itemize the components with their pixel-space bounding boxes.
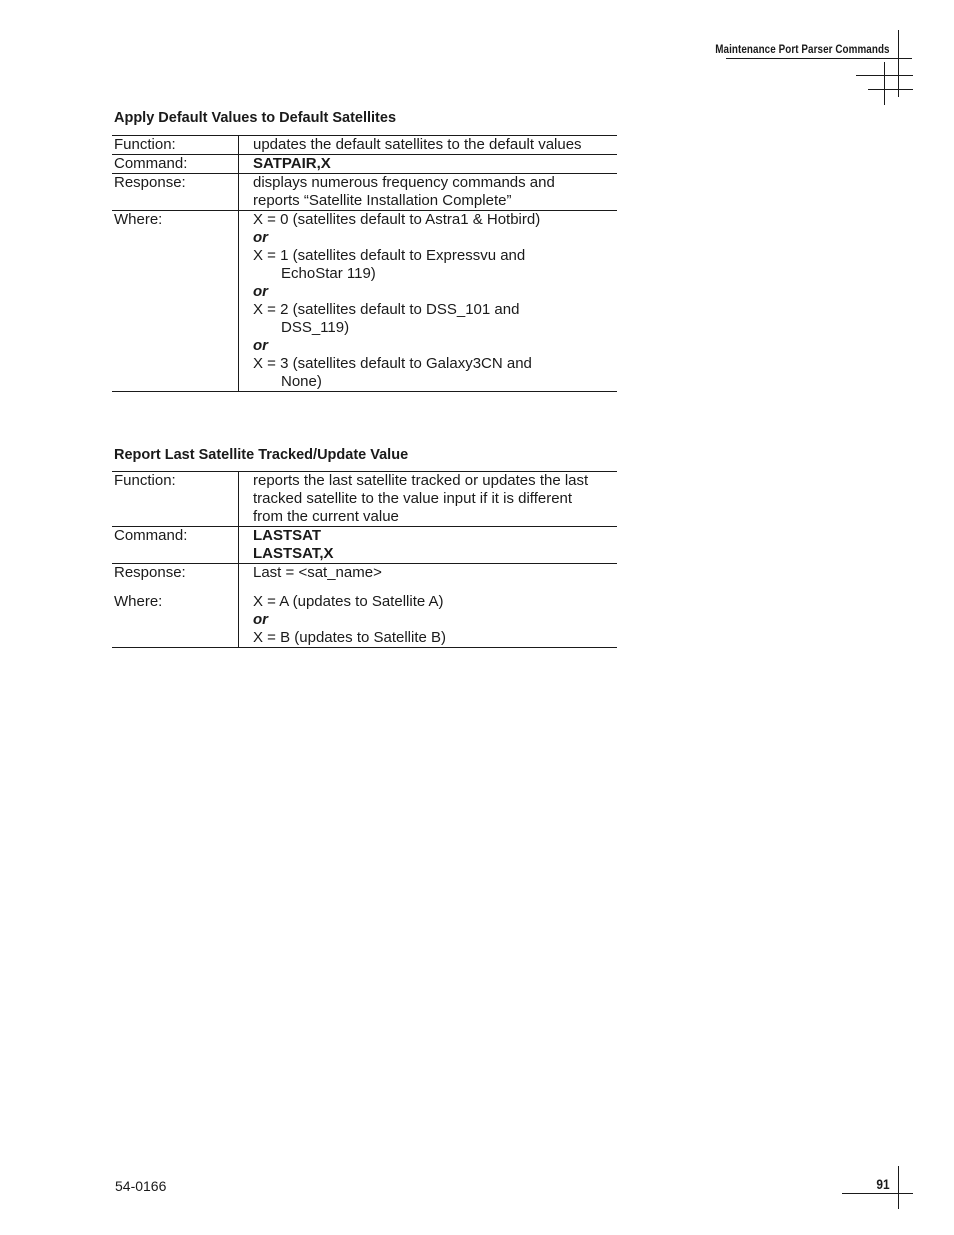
command-syntax bbox=[239, 527, 618, 564]
section-title: Report Last Satellite Tracked/Update Value bbox=[114, 447, 409, 463]
table-row bbox=[112, 155, 617, 174]
where-option: X = B (updates to Satellite B) bbox=[253, 629, 447, 646]
registration-mark-bottom bbox=[898, 1166, 899, 1209]
row-label: Where: bbox=[112, 211, 239, 392]
document-number: 54-0166 bbox=[115, 1178, 167, 1194]
function-description: updates the default satellites to the default values bbox=[239, 136, 618, 155]
or-separator: or bbox=[253, 337, 268, 354]
where-option: X = A (updates to Satellite A) bbox=[253, 593, 444, 610]
table-row bbox=[112, 211, 617, 392]
row-label: Response: bbox=[112, 564, 239, 583]
where-description bbox=[239, 582, 618, 648]
where-option-continued: DSS_119) bbox=[281, 319, 350, 336]
where-option-continued: EchoStar 119) bbox=[281, 265, 376, 282]
or-separator: or bbox=[253, 283, 268, 300]
or-separator: or bbox=[253, 229, 268, 246]
registration-mark-top bbox=[898, 30, 899, 97]
function-line: from the current value bbox=[253, 508, 399, 525]
where-option: X = 0 (satellites default to Astra1 & Hotbird) bbox=[253, 211, 541, 228]
function-line: tracked satellite to the value input if it is different bbox=[253, 490, 573, 507]
registration-mark-top bbox=[856, 75, 913, 76]
registration-mark-top bbox=[884, 62, 885, 105]
where-description bbox=[239, 211, 618, 392]
table-row bbox=[112, 174, 617, 211]
table-row bbox=[112, 527, 617, 564]
row-label: Command: bbox=[112, 527, 239, 564]
row-label: Where: bbox=[112, 582, 239, 648]
where-option: X = 3 (satellites default to Galaxy3CN and bbox=[253, 355, 532, 372]
where-option: X = 1 (satellites default to Expressvu and bbox=[253, 247, 526, 264]
function-line: reports the last satellite tracked or updates the last bbox=[253, 472, 589, 489]
registration-mark-bottom bbox=[842, 1193, 913, 1194]
table-row bbox=[112, 136, 617, 155]
response-description bbox=[239, 174, 618, 211]
command-syntax: SATPAIR,X bbox=[239, 155, 618, 174]
response-description: Last = <sat_name> bbox=[253, 564, 382, 581]
running-head: Maintenance Port Parser Commands bbox=[715, 42, 890, 56]
command-line: LASTSAT,X bbox=[253, 545, 334, 562]
command-line: LASTSAT bbox=[253, 527, 322, 544]
row-label: Function: bbox=[112, 472, 239, 527]
registration-mark-top bbox=[726, 58, 912, 59]
function-description bbox=[239, 472, 618, 527]
page-number: 91 bbox=[876, 1176, 890, 1192]
table-row bbox=[112, 582, 617, 648]
registration-mark-top bbox=[868, 89, 913, 90]
table-row bbox=[112, 472, 617, 527]
response-line: reports “Satellite Installation Complete” bbox=[253, 192, 512, 209]
or-separator: or bbox=[253, 611, 268, 628]
row-label: Response: bbox=[112, 174, 239, 211]
where-option-continued: None) bbox=[281, 373, 322, 390]
where-option: X = 2 (satellites default to DSS_101 and bbox=[253, 301, 520, 318]
table-row bbox=[112, 564, 617, 583]
section-title: Apply Default Values to Default Satellites bbox=[114, 110, 397, 126]
command-table-lastsat bbox=[112, 471, 617, 648]
row-label: Command: bbox=[112, 155, 239, 174]
row-label: Function: bbox=[112, 136, 239, 155]
response-line: displays numerous frequency commands and bbox=[253, 174, 555, 191]
command-table-satpair bbox=[112, 135, 617, 392]
